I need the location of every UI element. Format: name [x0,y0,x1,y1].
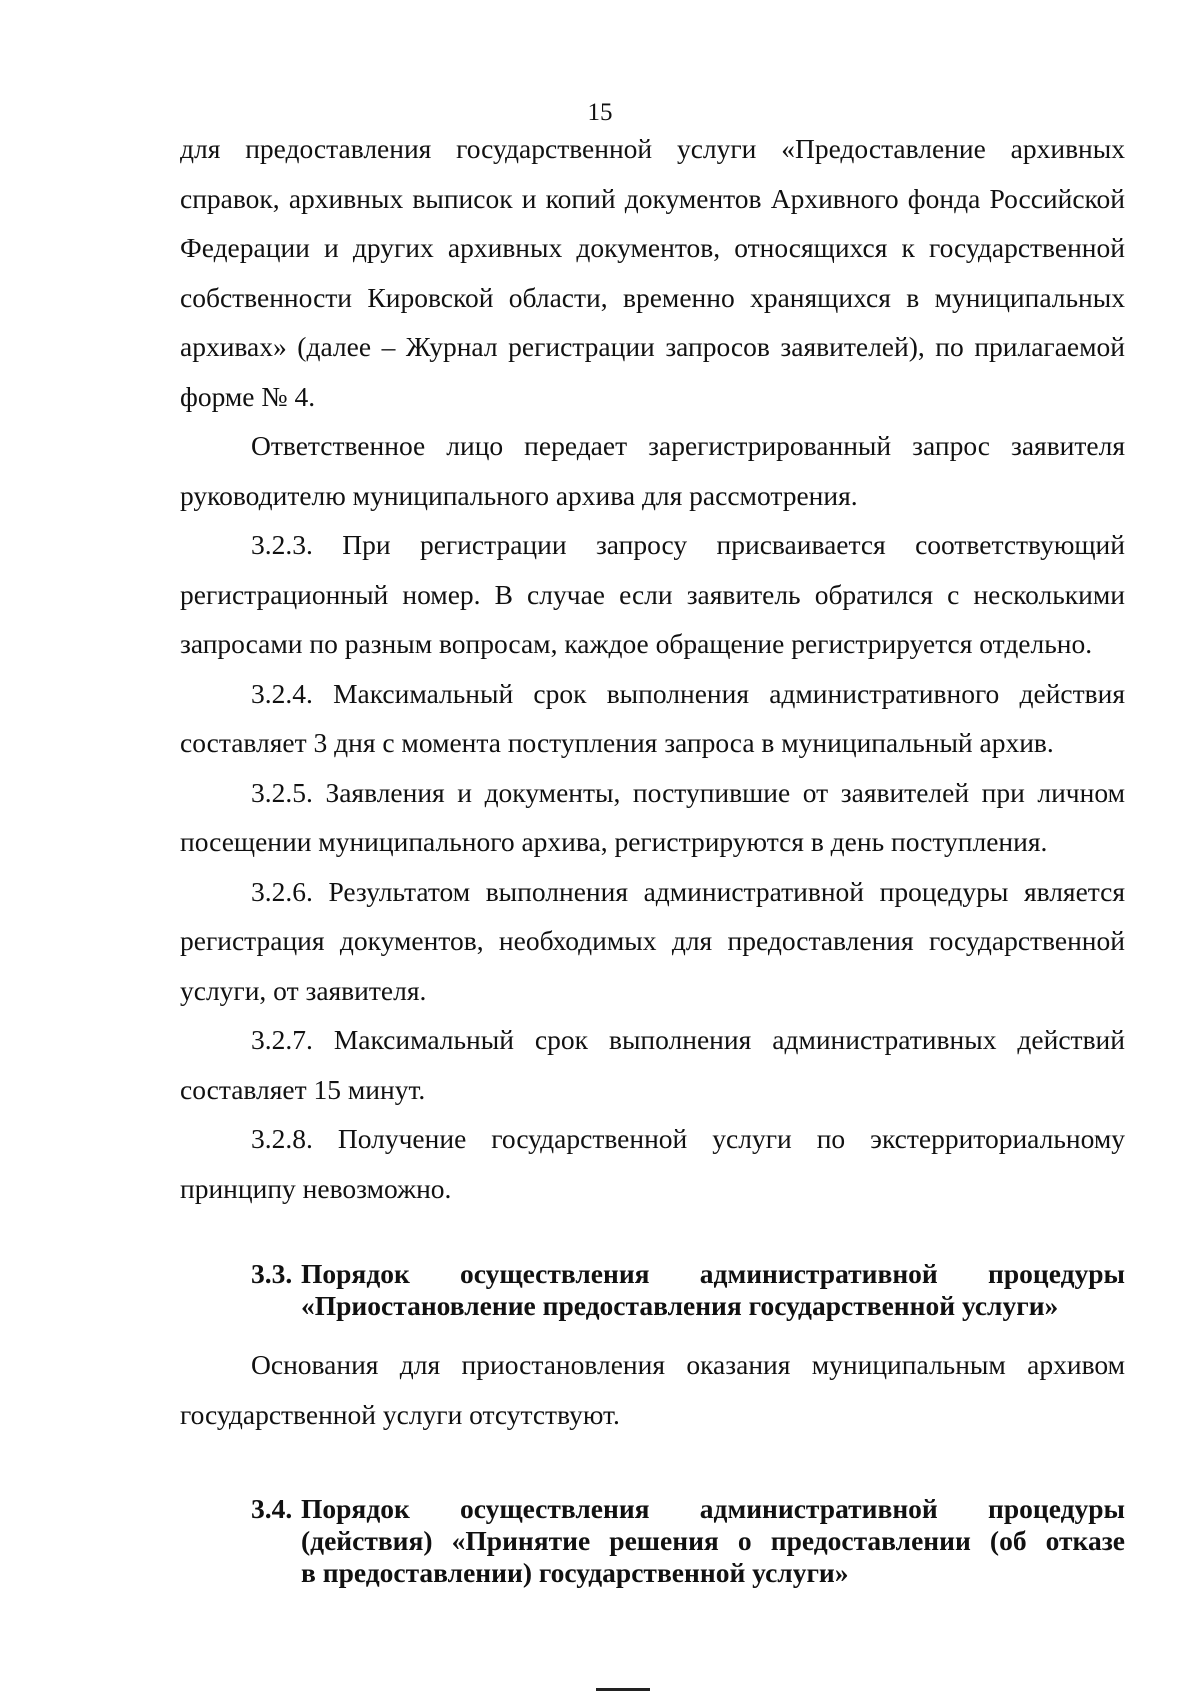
section-title-line: «Приостановление предоставления государственной услуги» [301,1290,1059,1321]
page-number: 15 [587,99,613,126]
section-title-line: Порядок осуществления административной процедуры [301,1493,1125,1524]
paragraph-journal: для предоставления государственной услуги «Предоставление архивных справок, архивных выписок и копий документов Архивного фонда Российской Федерации и других архивных документов, относящихся к государственной собственности Кировской области, временно хранящихся в муниципальных архивах» (далее – Журнал регистрации запросов заявителей), по прилагаемой форме № 4. [180,133,1125,412]
paragraph-3-2-4: 3.2.4. Максимальный срок выполнения административного действия составляет 3 дня с момента поступления запроса в муниципальный архив. [180,677,1125,758]
document-body [180,124,1125,1589]
section-title-line: в предоставлении) государственной услуги» [301,1557,849,1588]
paragraph-transfer: Ответственное лицо передает зарегистрированный запрос заявителя руководителю муниципального архива для рассмотрения. [180,430,1125,511]
section-number: 3.3. [251,1258,293,1289]
section-number: 3.4. [251,1493,293,1524]
paragraph-3-2-7: 3.2.7. Максимальный срок выполнения административных действий составляет 15 минут. [180,1024,1125,1105]
section-title-line: Порядок осуществления административной процедуры [301,1258,1125,1289]
paragraph-3-2-6: 3.2.6. Результатом выполнения административной процедуры является регистрация документов, необходимых для предоставления государственной услуги, от заявителя. [180,875,1125,1006]
paragraph-3-2-8: 3.2.8. Получение государственной услуги по экстерриториальному принципу невозможно. [180,1123,1125,1204]
bottom-mark [596,1688,650,1691]
section-title-line: (действия) «Принятие решения о предоставлении (об отказе [301,1525,1125,1556]
paragraph-3-2-3: 3.2.3. При регистрации запросу присваивается соответствующий регистрационный номер. В случае если заявитель обратился с несколькими запросами по разным вопросам, каждое обращение регистрируется отдельно. [180,529,1125,659]
section-heading-3-4 [180,1493,1125,1589]
paragraph-3-2-5: 3.2.5. Заявления и документы, поступившие от заявителей при личном посещении муниципального архива, регистрируются в день поступления. [180,776,1125,857]
section-heading-3-3 [180,1258,1125,1322]
paragraph-3-3-body: Основания для приостановления оказания муниципальным архивом государственной услуги отсутствуют. [180,1349,1125,1430]
